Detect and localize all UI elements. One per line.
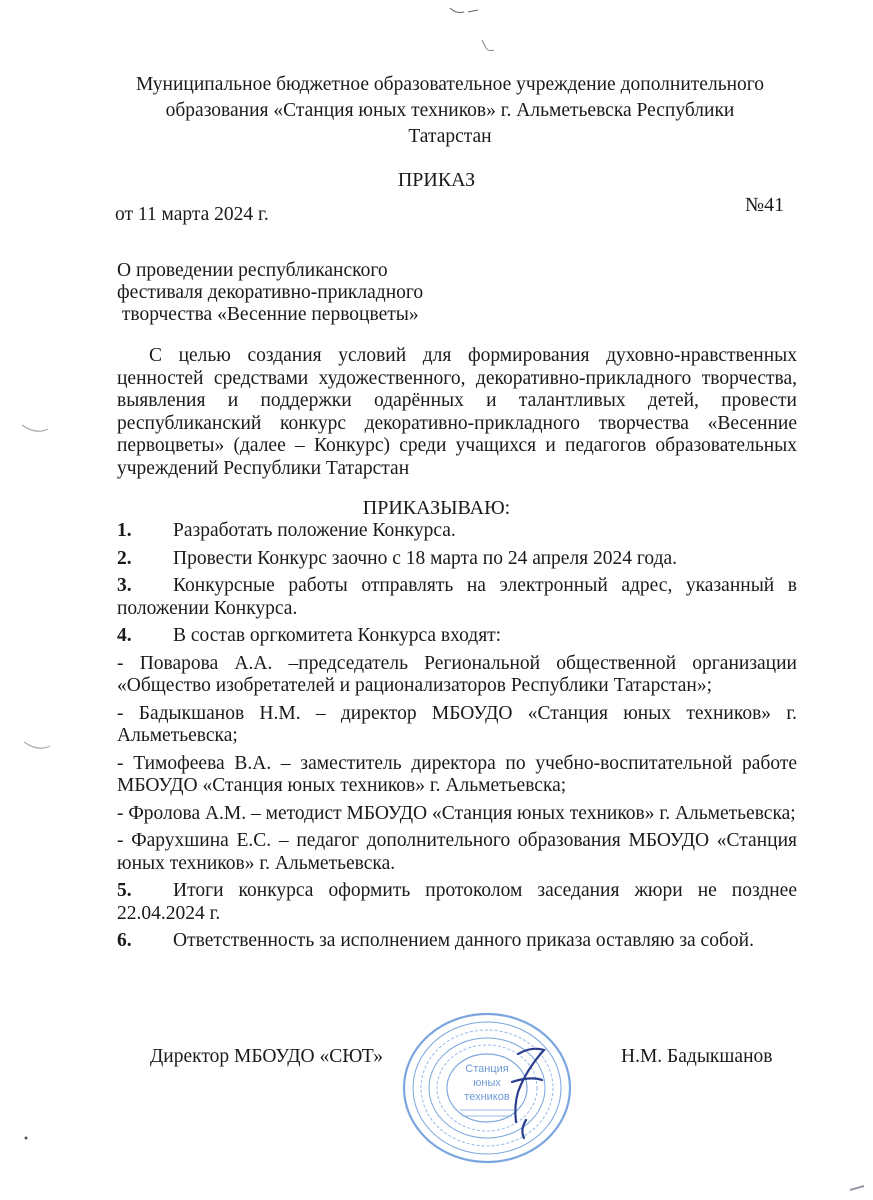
header-line-1: Муниципальное бюджетное образовательное учреждение дополнительного bbox=[135, 74, 765, 95]
item-text: Разработать положение Конкурса. bbox=[173, 520, 456, 541]
organization-header bbox=[110, 72, 790, 150]
item-number: 3. bbox=[117, 575, 132, 596]
stamp-line-3: техников bbox=[464, 1091, 510, 1103]
order-heading: ПРИКАЗЫВАЮ: bbox=[362, 497, 511, 519]
item-text: Ответственность за исполнением данного приказа оставляю за собой. bbox=[173, 930, 754, 951]
item-number: 1. bbox=[117, 520, 132, 541]
order-item bbox=[117, 548, 797, 571]
stamp-line-1: Станция bbox=[465, 1063, 509, 1075]
signature-position: Директор МБОУДО «СЮТ» bbox=[150, 1046, 383, 1067]
item-text: Провести Конкурс заочно с 18 марта по 24 апреля 2024 года. bbox=[173, 547, 678, 569]
item-number: 2. bbox=[117, 547, 132, 569]
committee-member: - Поварова А.А. –председатель Региональной общественной организации «Общество изобретателей и рационализаторов Республики Татарстан»; bbox=[117, 652, 797, 696]
committee-member: - Тимофеева В.А. – заместитель директора по учебно-воспитательной работе МБОУДО «Станция юных техников» г. Альметьевска; bbox=[117, 752, 797, 796]
order-items-list bbox=[117, 520, 797, 958]
stamp-line-2: юных bbox=[473, 1077, 501, 1089]
order-subject bbox=[117, 260, 423, 326]
committee-member: - Фролова А.М. – методист МБОУДО «Станция юных техников» г. Альметьевска; bbox=[117, 802, 796, 824]
item-number: 4. bbox=[117, 625, 132, 646]
order-item bbox=[117, 625, 797, 648]
header-line-3: Татарстан bbox=[408, 126, 492, 147]
order-number: №41 bbox=[745, 194, 785, 216]
header-line-2: образования «Станция юных техников» г. Альметьевска Республики bbox=[165, 100, 735, 121]
committee-member: - Фарухшина Е.С. – педагог дополнительного образования МБОУДО «Станция юных техников» г. Альметьевска. bbox=[117, 830, 797, 874]
item-number: 6. bbox=[117, 930, 132, 951]
order-date: от 11 марта 2024 г. bbox=[115, 204, 269, 225]
item-number: 5. bbox=[117, 880, 132, 901]
preamble-paragraph: С целью создания условий для формирования духовно-нравственных ценностей средствами художественного, декоративно-прикладного творчества, выявления и поддержки одарённых и талантливых детей, провести республиканский конкурс декоративно-прикладного творчества «Весенние первоцветы» (далее – Конкурс) среди учащихся и педагогов образовательных учреждений Республики Татарстан bbox=[117, 345, 797, 479]
order-item bbox=[117, 930, 797, 953]
subject-line-2: фестиваля декоративно-прикладного bbox=[117, 282, 424, 303]
item-text: Конкурсные работы отправлять на электронный адрес, указанный в положении Конкурса. bbox=[117, 575, 797, 619]
order-item bbox=[117, 575, 797, 620]
document-title: ПРИКАЗ bbox=[397, 169, 476, 191]
item-text: Итоги конкурса оформить протоколом заседания жюри не позднее 22.04.2024 г. bbox=[117, 880, 797, 924]
order-item bbox=[117, 520, 797, 543]
subject-line-1: О проведении республиканского bbox=[117, 260, 388, 281]
committee-member: - Бадыкшанов Н.М. – директор МБОУДО «Станция юных техников» г. Альметьевска; bbox=[117, 702, 797, 746]
official-stamp bbox=[400, 1010, 575, 1165]
item-text: В состав оргкомитета Конкурса входят: bbox=[173, 625, 502, 646]
signature-name: Н.М. Бадыкшанов bbox=[621, 1046, 773, 1067]
handwritten-signature bbox=[512, 1049, 544, 1138]
subject-line-3: творчества «Весенние первоцветы» bbox=[117, 304, 419, 325]
order-item bbox=[117, 880, 797, 925]
